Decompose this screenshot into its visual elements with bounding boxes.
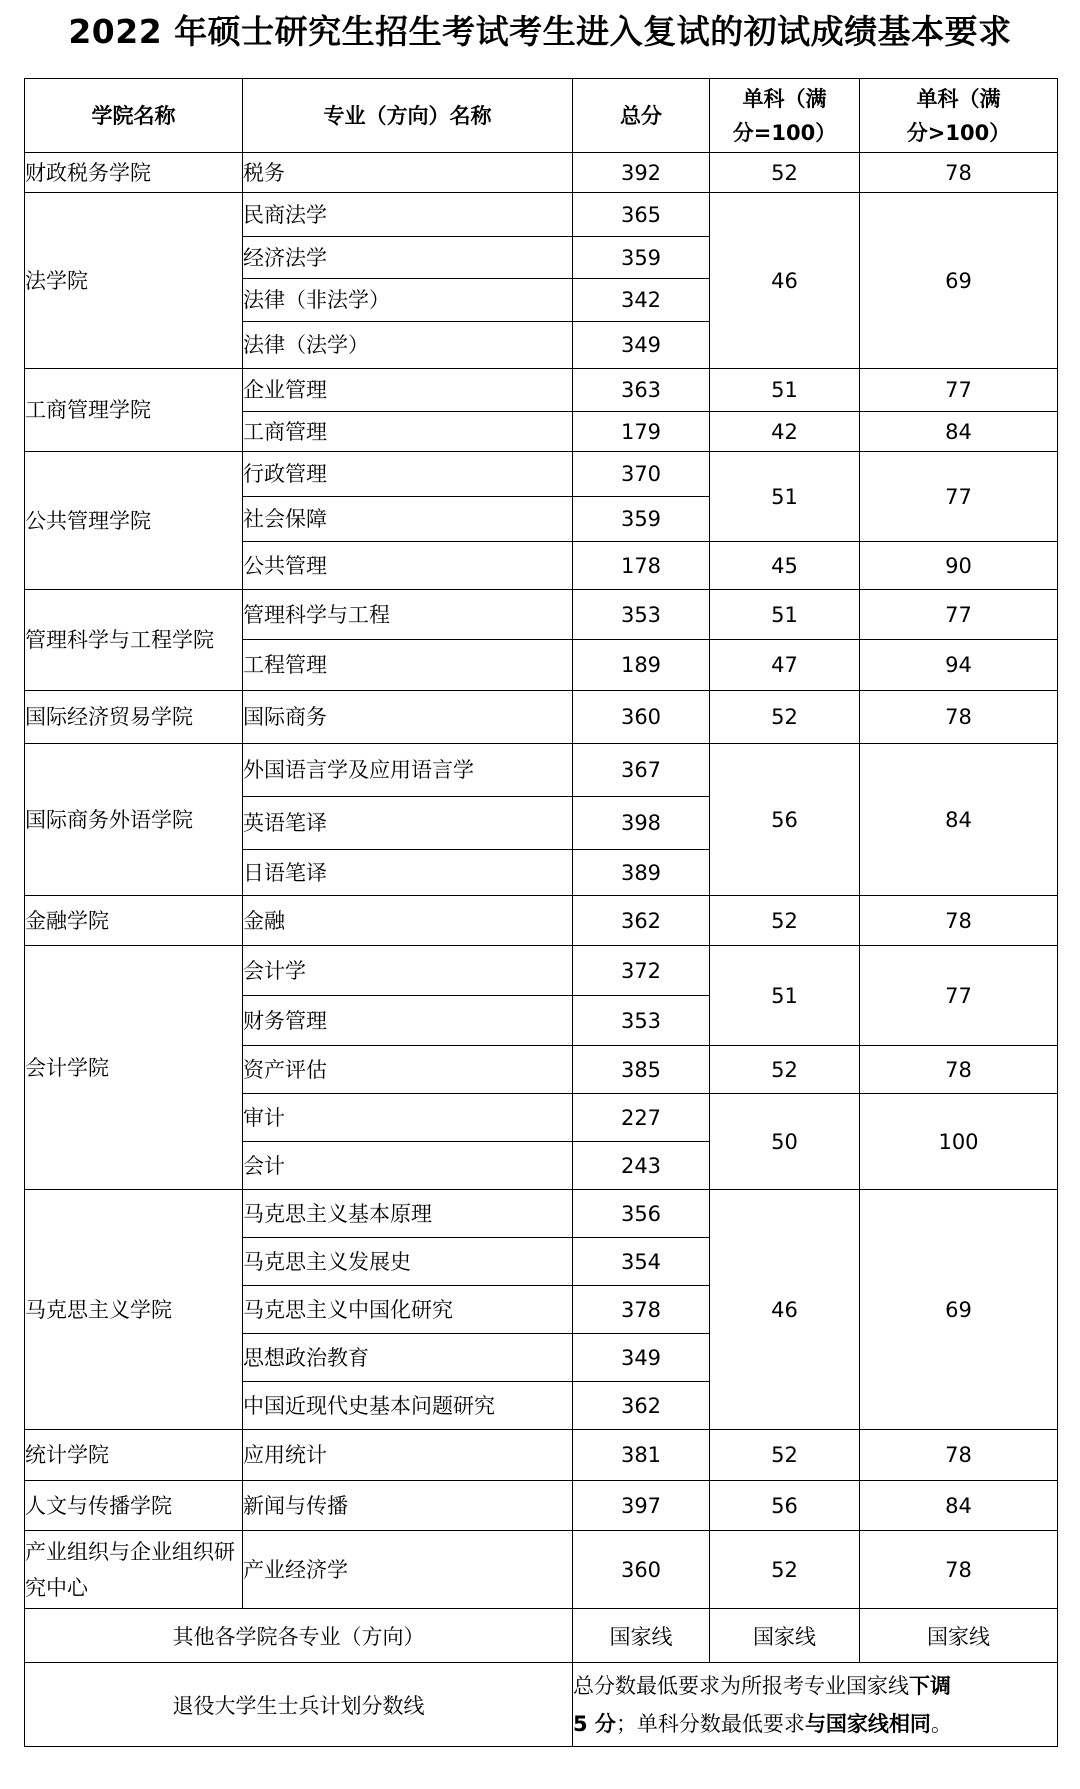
single-gt100-score: 78 <box>860 1430 1058 1481</box>
header-single-gt100-line1: 单科（满 <box>916 86 1001 111</box>
other-row <box>25 1609 1058 1663</box>
single-100-score: 51 <box>710 590 860 640</box>
major-name: 民商法学 <box>243 193 573 237</box>
school-name: 国际商务外语学院 <box>25 744 243 896</box>
total-score: 353 <box>573 590 710 640</box>
school-name: 统计学院 <box>25 1430 243 1481</box>
veteran-note-d: ；单科分数最低要求 <box>615 1711 805 1736</box>
total-score: 189 <box>573 640 710 691</box>
single-100-score: 52 <box>710 1430 860 1481</box>
total-score: 243 <box>573 1142 710 1190</box>
single-100-score: 47 <box>710 640 860 691</box>
total-score: 367 <box>573 744 710 797</box>
table-row <box>25 946 1058 996</box>
table-row <box>25 369 1058 412</box>
veteran-row <box>25 1663 1058 1747</box>
single-100-score: 52 <box>710 1531 860 1609</box>
score-table <box>24 78 1058 1747</box>
total-score: 360 <box>573 691 710 744</box>
veteran-note-c: 5 分 <box>573 1711 616 1736</box>
total-score: 397 <box>573 1481 710 1531</box>
single-100-score: 46 <box>710 1190 860 1430</box>
school-name: 财政税务学院 <box>25 153 243 193</box>
table-row <box>25 193 1058 237</box>
school-name: 公共管理学院 <box>25 452 243 590</box>
single-gt100-score: 90 <box>860 542 1058 590</box>
major-name: 工商管理 <box>243 412 573 452</box>
school-name: 金融学院 <box>25 896 243 946</box>
single-gt100-score: 84 <box>860 412 1058 452</box>
table-row <box>25 452 1058 497</box>
other-label: 其他各学院各专业（方向） <box>25 1609 573 1663</box>
single-100-score: 56 <box>710 744 860 896</box>
major-name: 国际商务 <box>243 691 573 744</box>
table-row <box>25 1430 1058 1481</box>
school-name: 产业组织与企业组织研究中心 <box>25 1531 243 1609</box>
single-100-score: 51 <box>710 369 860 412</box>
major-name: 马克思主义基本原理 <box>243 1190 573 1238</box>
other-total: 国家线 <box>573 1609 710 1663</box>
total-score: 365 <box>573 193 710 237</box>
major-name: 日语笔译 <box>243 850 573 896</box>
major-name: 会计学 <box>243 946 573 996</box>
header-single-100 <box>710 79 860 153</box>
school-name: 法学院 <box>25 193 243 369</box>
major-name: 经济法学 <box>243 237 573 279</box>
major-name: 工程管理 <box>243 640 573 691</box>
single-100-score: 52 <box>710 896 860 946</box>
page-title: 2022 年硕士研究生招生考试考生进入复试的初试成绩基本要求 <box>68 12 1012 51</box>
total-score: 362 <box>573 1382 710 1430</box>
single-100-score: 50 <box>710 1094 860 1190</box>
single-100-score: 56 <box>710 1481 860 1531</box>
school-name: 马克思主义学院 <box>25 1190 243 1430</box>
total-score: 227 <box>573 1094 710 1142</box>
major-name: 应用统计 <box>243 1430 573 1481</box>
single-gt100-score: 94 <box>860 640 1058 691</box>
table-row <box>25 691 1058 744</box>
total-score: 378 <box>573 1286 710 1334</box>
table-row <box>25 744 1058 797</box>
major-name: 审计 <box>243 1094 573 1142</box>
major-name: 马克思主义发展史 <box>243 1238 573 1286</box>
header-major: 专业（方向）名称 <box>243 79 573 153</box>
total-score: 363 <box>573 369 710 412</box>
major-name: 财务管理 <box>243 996 573 1046</box>
total-score: 359 <box>573 497 710 542</box>
school-name: 国际经济贸易学院 <box>25 691 243 744</box>
header-single-gt100 <box>860 79 1058 153</box>
single-gt100-score: 69 <box>860 193 1058 369</box>
total-score: 362 <box>573 896 710 946</box>
table-row <box>25 1190 1058 1238</box>
school-name: 人文与传播学院 <box>25 1481 243 1531</box>
total-score: 385 <box>573 1046 710 1094</box>
total-score: 360 <box>573 1531 710 1609</box>
major-name: 资产评估 <box>243 1046 573 1094</box>
single-gt100-score: 100 <box>860 1094 1058 1190</box>
single-100-score: 51 <box>710 452 860 542</box>
single-gt100-score: 78 <box>860 1046 1058 1094</box>
total-score: 392 <box>573 153 710 193</box>
single-100-score: 52 <box>710 691 860 744</box>
single-100-score: 42 <box>710 412 860 452</box>
header-single-100-line1: 单科（满 <box>742 86 827 111</box>
single-100-score: 52 <box>710 153 860 193</box>
table-row <box>25 590 1058 640</box>
header-single-100-line2: 分=100） <box>732 120 837 145</box>
other-single-100: 国家线 <box>710 1609 860 1663</box>
major-name: 金融 <box>243 896 573 946</box>
total-score: 370 <box>573 452 710 497</box>
veteran-note-b: 下调 <box>909 1673 951 1698</box>
header-single-gt100-line2: 分>100） <box>906 120 1011 145</box>
table-row <box>25 1481 1058 1531</box>
total-score: 372 <box>573 946 710 996</box>
major-name: 外国语言学及应用语言学 <box>243 744 573 797</box>
total-score: 381 <box>573 1430 710 1481</box>
total-score: 356 <box>573 1190 710 1238</box>
single-100-score: 46 <box>710 193 860 369</box>
major-name: 公共管理 <box>243 542 573 590</box>
single-gt100-score: 77 <box>860 946 1058 1046</box>
total-score: 389 <box>573 850 710 896</box>
single-gt100-score: 77 <box>860 452 1058 542</box>
single-gt100-score: 78 <box>860 896 1058 946</box>
major-name: 马克思主义中国化研究 <box>243 1286 573 1334</box>
header-row <box>25 79 1058 153</box>
veteran-note-e: 与国家线相同 <box>804 1711 931 1736</box>
major-name: 中国近现代史基本问题研究 <box>243 1382 573 1430</box>
total-score: 349 <box>573 322 710 369</box>
school-name: 工商管理学院 <box>25 369 243 452</box>
total-score: 342 <box>573 279 710 322</box>
major-name: 法律（法学） <box>243 322 573 369</box>
table-row <box>25 1531 1058 1609</box>
total-score: 349 <box>573 1334 710 1382</box>
major-name: 税务 <box>243 153 573 193</box>
single-gt100-score: 78 <box>860 1531 1058 1609</box>
single-100-score: 45 <box>710 542 860 590</box>
school-name: 会计学院 <box>25 946 243 1190</box>
total-score: 353 <box>573 996 710 1046</box>
major-name: 新闻与传播 <box>243 1481 573 1531</box>
total-score: 179 <box>573 412 710 452</box>
table-row <box>25 153 1058 193</box>
veteran-note-a: 总分数最低要求为所报考专业国家线 <box>573 1673 909 1698</box>
total-score: 398 <box>573 797 710 850</box>
single-100-score: 51 <box>710 946 860 1046</box>
major-name: 社会保障 <box>243 497 573 542</box>
other-single-gt100: 国家线 <box>860 1609 1058 1663</box>
total-score: 354 <box>573 1238 710 1286</box>
veteran-note <box>573 1663 1058 1747</box>
major-name: 英语笔译 <box>243 797 573 850</box>
single-gt100-score: 78 <box>860 691 1058 744</box>
single-gt100-score: 69 <box>860 1190 1058 1430</box>
single-gt100-score: 78 <box>860 153 1058 193</box>
table-row <box>25 896 1058 946</box>
single-gt100-score: 77 <box>860 590 1058 640</box>
header-total: 总分 <box>573 79 710 153</box>
major-name: 企业管理 <box>243 369 573 412</box>
veteran-note-f: 。 <box>930 1711 952 1736</box>
major-name: 产业经济学 <box>243 1531 573 1609</box>
single-gt100-score: 77 <box>860 369 1058 412</box>
total-score: 178 <box>573 542 710 590</box>
total-score: 359 <box>573 237 710 279</box>
single-100-score: 52 <box>710 1046 860 1094</box>
single-gt100-score: 84 <box>860 1481 1058 1531</box>
major-name: 行政管理 <box>243 452 573 497</box>
school-name: 管理科学与工程学院 <box>25 590 243 691</box>
veteran-label: 退役大学生士兵计划分数线 <box>25 1663 573 1747</box>
single-gt100-score: 84 <box>860 744 1058 896</box>
major-name: 管理科学与工程 <box>243 590 573 640</box>
header-school: 学院名称 <box>25 79 243 153</box>
major-name: 会计 <box>243 1142 573 1190</box>
major-name: 法律（非法学） <box>243 279 573 322</box>
major-name: 思想政治教育 <box>243 1334 573 1382</box>
